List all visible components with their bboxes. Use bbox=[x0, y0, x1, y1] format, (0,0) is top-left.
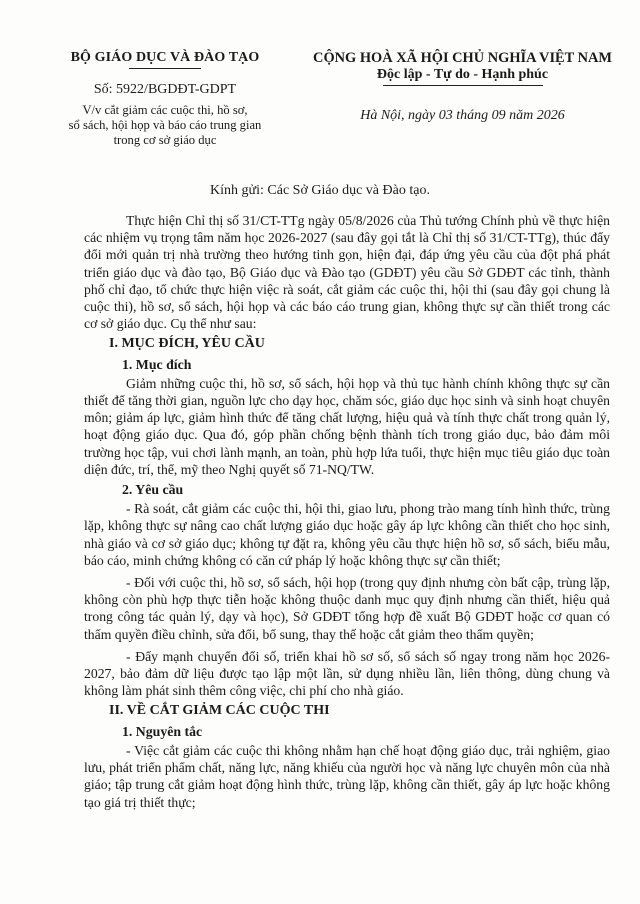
body-paragraph: - Rà soát, cắt giảm các cuộc thi, hội thi, giao lưu, phong trào mang tính hình thức, trùng lặp, không thực sự nâng cao chất lượng giáo dục hoặc gây áp lực không cần thiết cho học sinh, nhà giáo và cơ sở giáo dục; không tự đặt ra, không yêu cầu thực hiện hồ sơ, sổ sách, biểu mẫu, báo cáo, minh chứng không có căn cứ pháp lý hoặc không thực sự cần thiết; bbox=[84, 501, 610, 568]
motto-underline bbox=[383, 85, 543, 86]
national-title: CỘNG HOÀ XÃ HỘI CHỦ NGHĨA VIỆT NAM bbox=[313, 50, 612, 66]
subsection-heading: 1. Mục đích bbox=[122, 356, 192, 372]
document-number: Số: 5922/BGDĐT-GDPT bbox=[93, 82, 237, 97]
document-body bbox=[84, 212, 610, 811]
body-paragraph: - Việc cắt giảm các cuộc thi không nhằm hạn chế hoạt động giáo dục, trải nghiệm, giao lưu, phát triển phẩm chất, năng lực, năng khiếu của người học và năng lực chuyên môn của nhà giáo; tập trung cắt giảm hoạt động hình thức, trùng lặp, không cần thiết, gây áp lực hoặc không tạo giá trị thiết thực; bbox=[84, 742, 610, 810]
subsection-heading: 1. Nguyên tắc bbox=[122, 723, 203, 739]
document-subject bbox=[45, 103, 285, 148]
subsection-heading: 2. Yêu cầu bbox=[122, 482, 184, 498]
body-paragraph: - Đẩy mạnh chuyển đổi số, triển khai hồ sơ số, sổ sách số ngay trong năm học 2026-2027, bảo đảm dữ liệu được tạo lập một lần, sử dụng nhiều lần, liên thông, dùng chung và không làm phát sinh thêm công việc, chi phí cho nhà giáo. bbox=[84, 648, 610, 699]
subject-line: V/v cắt giảm các cuộc thi, hồ sơ, bbox=[82, 103, 248, 117]
body-paragraph: - Đối với cuộc thi, hồ sơ, sổ sách, hội họp (trong quy định nhưng còn bất cập, trùng lặp, không còn phù hợp thực tiễn hoặc không thuộc danh mục quy định nhưng cần thiết, hiệu quả trong công tác quản lý, dạy và học), Sở GDĐT tổng hợp đề xuất Bộ GDĐT hoặc cơ quan có thẩm quyền điều chỉnh, sửa đổi, bổ sung, thay thế hoặc cắt giảm theo thẩm quyền; bbox=[84, 575, 610, 642]
agency-header bbox=[45, 50, 285, 148]
agency-name: BỘ GIÁO DỤC VÀ ĐÀO TẠO bbox=[70, 50, 260, 65]
national-motto: Độc lập - Tự do - Hạnh phúc bbox=[376, 67, 549, 82]
issue-date: Hà Nội, ngày 03 tháng 09 năm 2026 bbox=[360, 108, 565, 123]
body-paragraph: Giảm những cuộc thi, hồ sơ, sổ sách, hội họp và thủ tục hành chính không thực sự cần thiết để tăng thời gian, nguồn lực cho dạy học, chăm sóc, giáo dục học sinh và sinh hoạt chuyên môn; giảm áp lực, giảm hình thức để tăng chất lượng, hiệu quả và tính thực chất trong quản lý, hoạt động giáo dục. Qua đó, góp phần chống bệnh thành tích trong giáo dục, bảo đảm môi trường học tập, vui chơi lành mạnh, an toàn, phù hợp lứa tuổi, thực hiện mục tiêu giáo dục toàn diện đức, trí, thể, mỹ theo Nghị quyết số 71-NQ/TW. bbox=[84, 375, 610, 477]
section-heading: I. MỤC ĐÍCH, YÊU CẦU bbox=[109, 336, 265, 352]
recipient-line: Kính gửi: Các Sở Giáo dục và Đào tạo. bbox=[210, 183, 430, 198]
national-header bbox=[300, 50, 625, 124]
agency-underline bbox=[129, 68, 201, 69]
intro-paragraph: Thực hiện Chỉ thị số 31/CT-TTg ngày 05/8/2026 của Thủ tướng Chính phủ về thực hiện các nhiệm vụ trọng tâm năm học 2026-2027 (sau đây gọi tắt là Chỉ thị số 31/CT-TTg), thúc đẩy đổi mới quản trị nhà trường theo hướng tinh gọn, hiện đại, đáp ứng yêu cầu của đột phá phát triển giáo dục và đào tạo, Bộ Giáo dục và Đào tạo (GDĐT) yêu cầu Sở GDĐT các tỉnh, thành phố chỉ đạo, tổ chức thực hiện việc rà soát, cắt giảm các cuộc thi, hội thi (sau đây gọi chung là cuộc thi), hồ sơ, sổ sách, hội họp và các báo cáo trung gian, không thực sự cần thiết trong các cơ sở giáo dục. Cụ thể như sau: bbox=[84, 213, 610, 332]
section-heading: II. VỀ CẮT GIẢM CÁC CUỘC THI bbox=[109, 703, 330, 719]
subject-line: trong cơ sở giáo dục bbox=[113, 133, 217, 147]
subject-line: sổ sách, hội họp và báo cáo trung gian bbox=[68, 118, 262, 132]
